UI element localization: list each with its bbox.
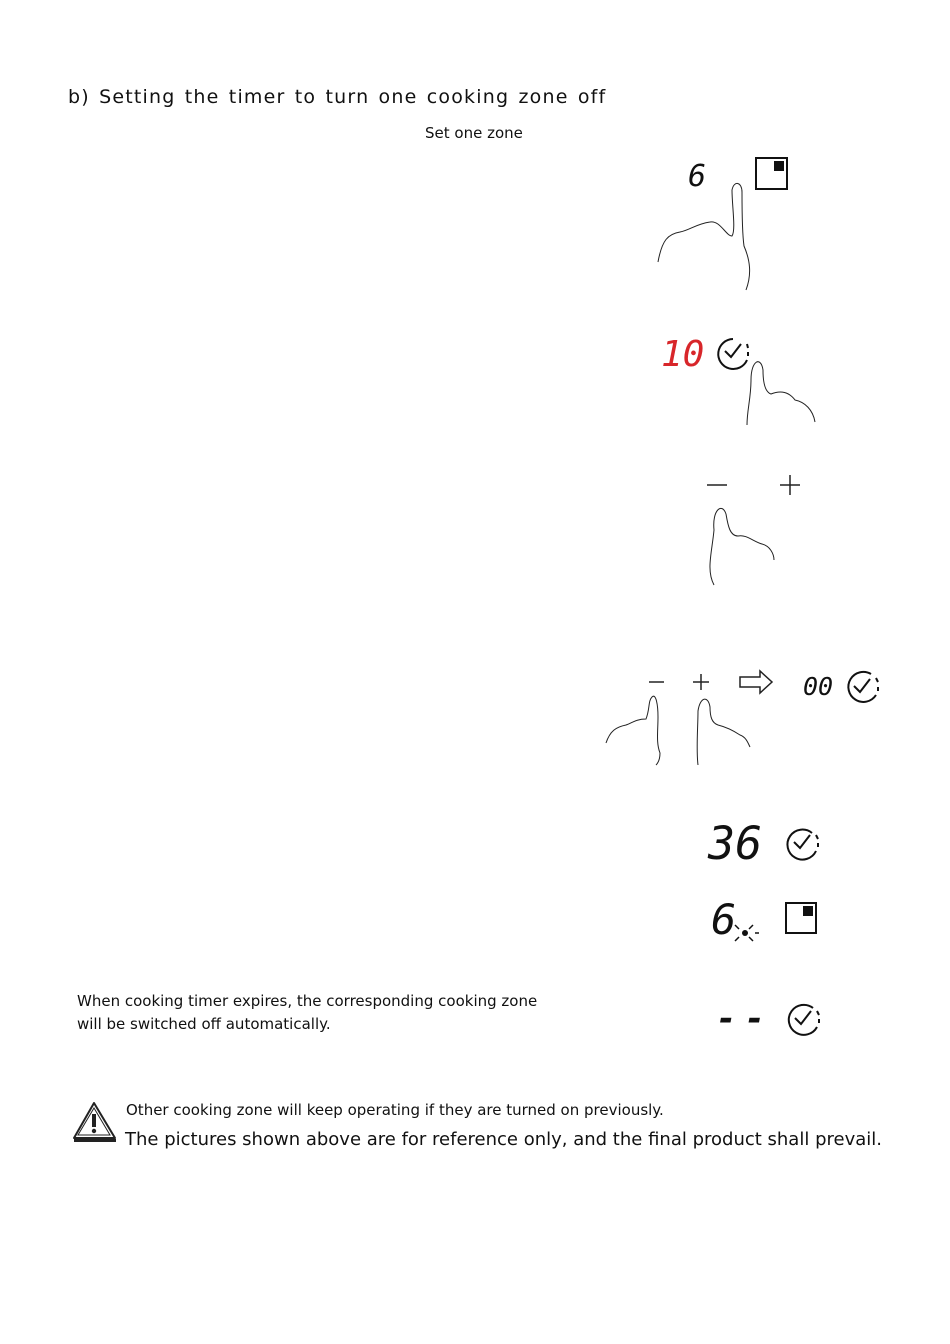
timer-display: 10 xyxy=(661,334,705,375)
finger-icon xyxy=(606,696,660,765)
finger-icon xyxy=(658,183,750,290)
finger-icon xyxy=(710,508,774,585)
arrow-right-icon xyxy=(740,671,772,693)
step2-timer-illustration xyxy=(655,330,825,430)
plus-icon xyxy=(693,674,709,690)
timer-expire-line-1: When cooking timer expires, the corresponding cooking zone xyxy=(77,992,538,1010)
set-time-display: 36 xyxy=(708,817,763,870)
note-reference-only: The pictures shown above are for reference only, and the final product shall prevail. xyxy=(125,1129,882,1150)
step7-expired-illustration xyxy=(710,1000,830,1045)
step5-set-time-illustration xyxy=(700,815,830,870)
timer-clock-icon xyxy=(848,672,878,702)
step4-cancel-illustration xyxy=(600,665,890,770)
zone-display: 6 xyxy=(688,159,707,194)
expired-display: -- xyxy=(716,999,773,1039)
step3-adjust-illustration xyxy=(700,470,820,590)
timer-clock-icon xyxy=(789,1005,819,1035)
note-other-zones: Other cooking zone will keep operating if they are turned on previously. xyxy=(126,1101,664,1119)
timer-expire-text xyxy=(77,990,577,1036)
step-caption: Set one zone xyxy=(425,124,523,142)
plus-icon xyxy=(780,475,800,495)
warning-triangle-icon xyxy=(72,1100,118,1146)
section-heading: b) Setting the timer to turn one cooking zone off xyxy=(68,86,607,108)
zone-selector-icon xyxy=(756,158,787,189)
timer-clock-icon xyxy=(787,830,818,860)
timer-expire-line-2: will be switched off automatically. xyxy=(77,1015,331,1033)
cancel-display: 00 xyxy=(803,672,834,701)
timer-clock-icon xyxy=(718,339,748,369)
active-zone-display: 6 xyxy=(711,895,737,944)
finger-icon xyxy=(697,699,750,765)
step6-zone-active-illustration xyxy=(705,892,835,952)
step1-zone-select-illustration xyxy=(650,150,810,300)
blinking-dot-icon xyxy=(735,925,759,941)
finger-icon xyxy=(747,362,815,425)
zone-selector-icon xyxy=(786,903,816,933)
